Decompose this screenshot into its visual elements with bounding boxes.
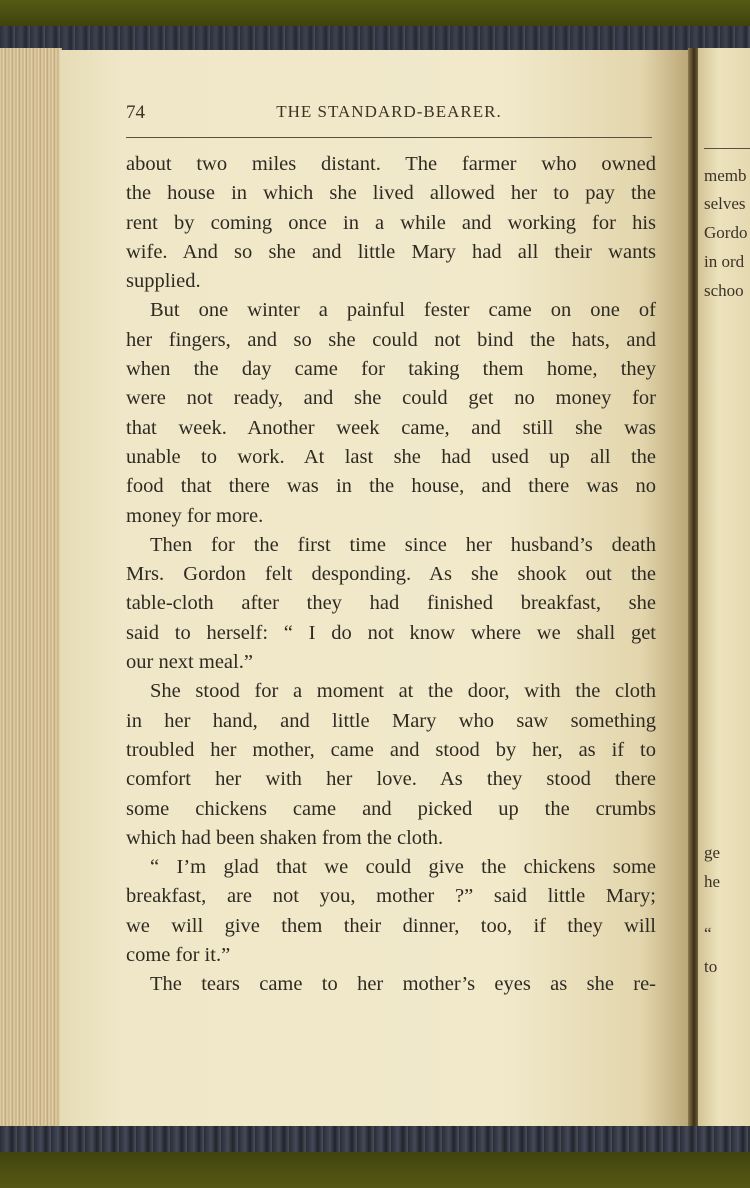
right-page-fragment: in ord [704,252,745,271]
right-page-fragment: Gordo [704,223,748,242]
text-line: table-cloth after they had finished breakfast, she [126,592,656,615]
text-line: rent by coming once in a while and working for his [126,211,656,234]
text-line: some chickens came and picked up the crumbs [126,797,656,820]
text-line: money for more. [126,504,264,527]
text-line: about two miles distant. The farmer who owned [126,153,656,175]
page-number: 74 [126,102,145,123]
text-line: her fingers, and so she could not bind the hats, and [126,328,656,351]
text-line: in her hand, and little Mary who saw something [126,709,656,732]
page-edges [0,48,62,1130]
cover-bottom-band [0,1152,750,1188]
page-header [126,100,652,130]
right-page-fragment: selves [704,194,746,213]
text-line: “ I’m glad that we could give the chickens some [150,856,656,879]
text-line: breakfast, are not you, mother ?” said little Mary; [126,885,656,908]
text-line: comfort her with her love. As they stood there [126,768,656,791]
text-line: wife. And so she and little Mary had all their wants [126,240,656,263]
text-line: that week. Another week came, and still she was [126,416,656,439]
header-rule [126,137,652,138]
text-line: which had been shaken from the cloth. [126,826,444,849]
text-line: said to herself: “ I do not know where we shall get [126,621,656,644]
book-spine-top [0,26,750,52]
right-page-fragment: “ [704,924,712,943]
text-line: were not ready, and she could get no money for [126,387,656,410]
right-page-fragment: schoo [704,281,744,300]
right-page [698,48,750,1132]
text-line: when the day came for taking them home, they [126,358,656,381]
right-page-fragment: memb [704,166,747,185]
text-line: come for it.” [126,944,231,967]
text-line: She stood for a moment at the door, with the cloth [150,680,656,703]
running-title: THE STANDARD-BEARER. [276,102,502,121]
right-page-fragment: to [704,957,718,976]
text-line: our next meal.” [126,651,253,674]
right-page-fragment: he [704,872,721,891]
body-text [126,150,656,1000]
right-page-header-rule [704,148,750,149]
right-page-fragment: ge [704,843,721,862]
text-line: we will give them their dinner, too, if they will [126,914,656,937]
text-line: Then for the first time since her husband’s death [150,533,656,556]
text-line: But one winter a painful fester came on one of [150,299,656,322]
text-line: troubled her mother, came and stood by her, as if to [126,738,656,761]
text-line: Mrs. Gordon felt desponding. As she shook out the [126,563,656,586]
text-line: the house in which she lived allowed her to pay the [126,182,656,205]
text-line: The tears came to her mother’s eyes as she re- [150,973,656,996]
text-line: food that there was in the house, and there was no [126,475,656,498]
text-line: supplied. [126,270,201,293]
text-line: unable to work. At last she had used up all the [126,445,656,468]
